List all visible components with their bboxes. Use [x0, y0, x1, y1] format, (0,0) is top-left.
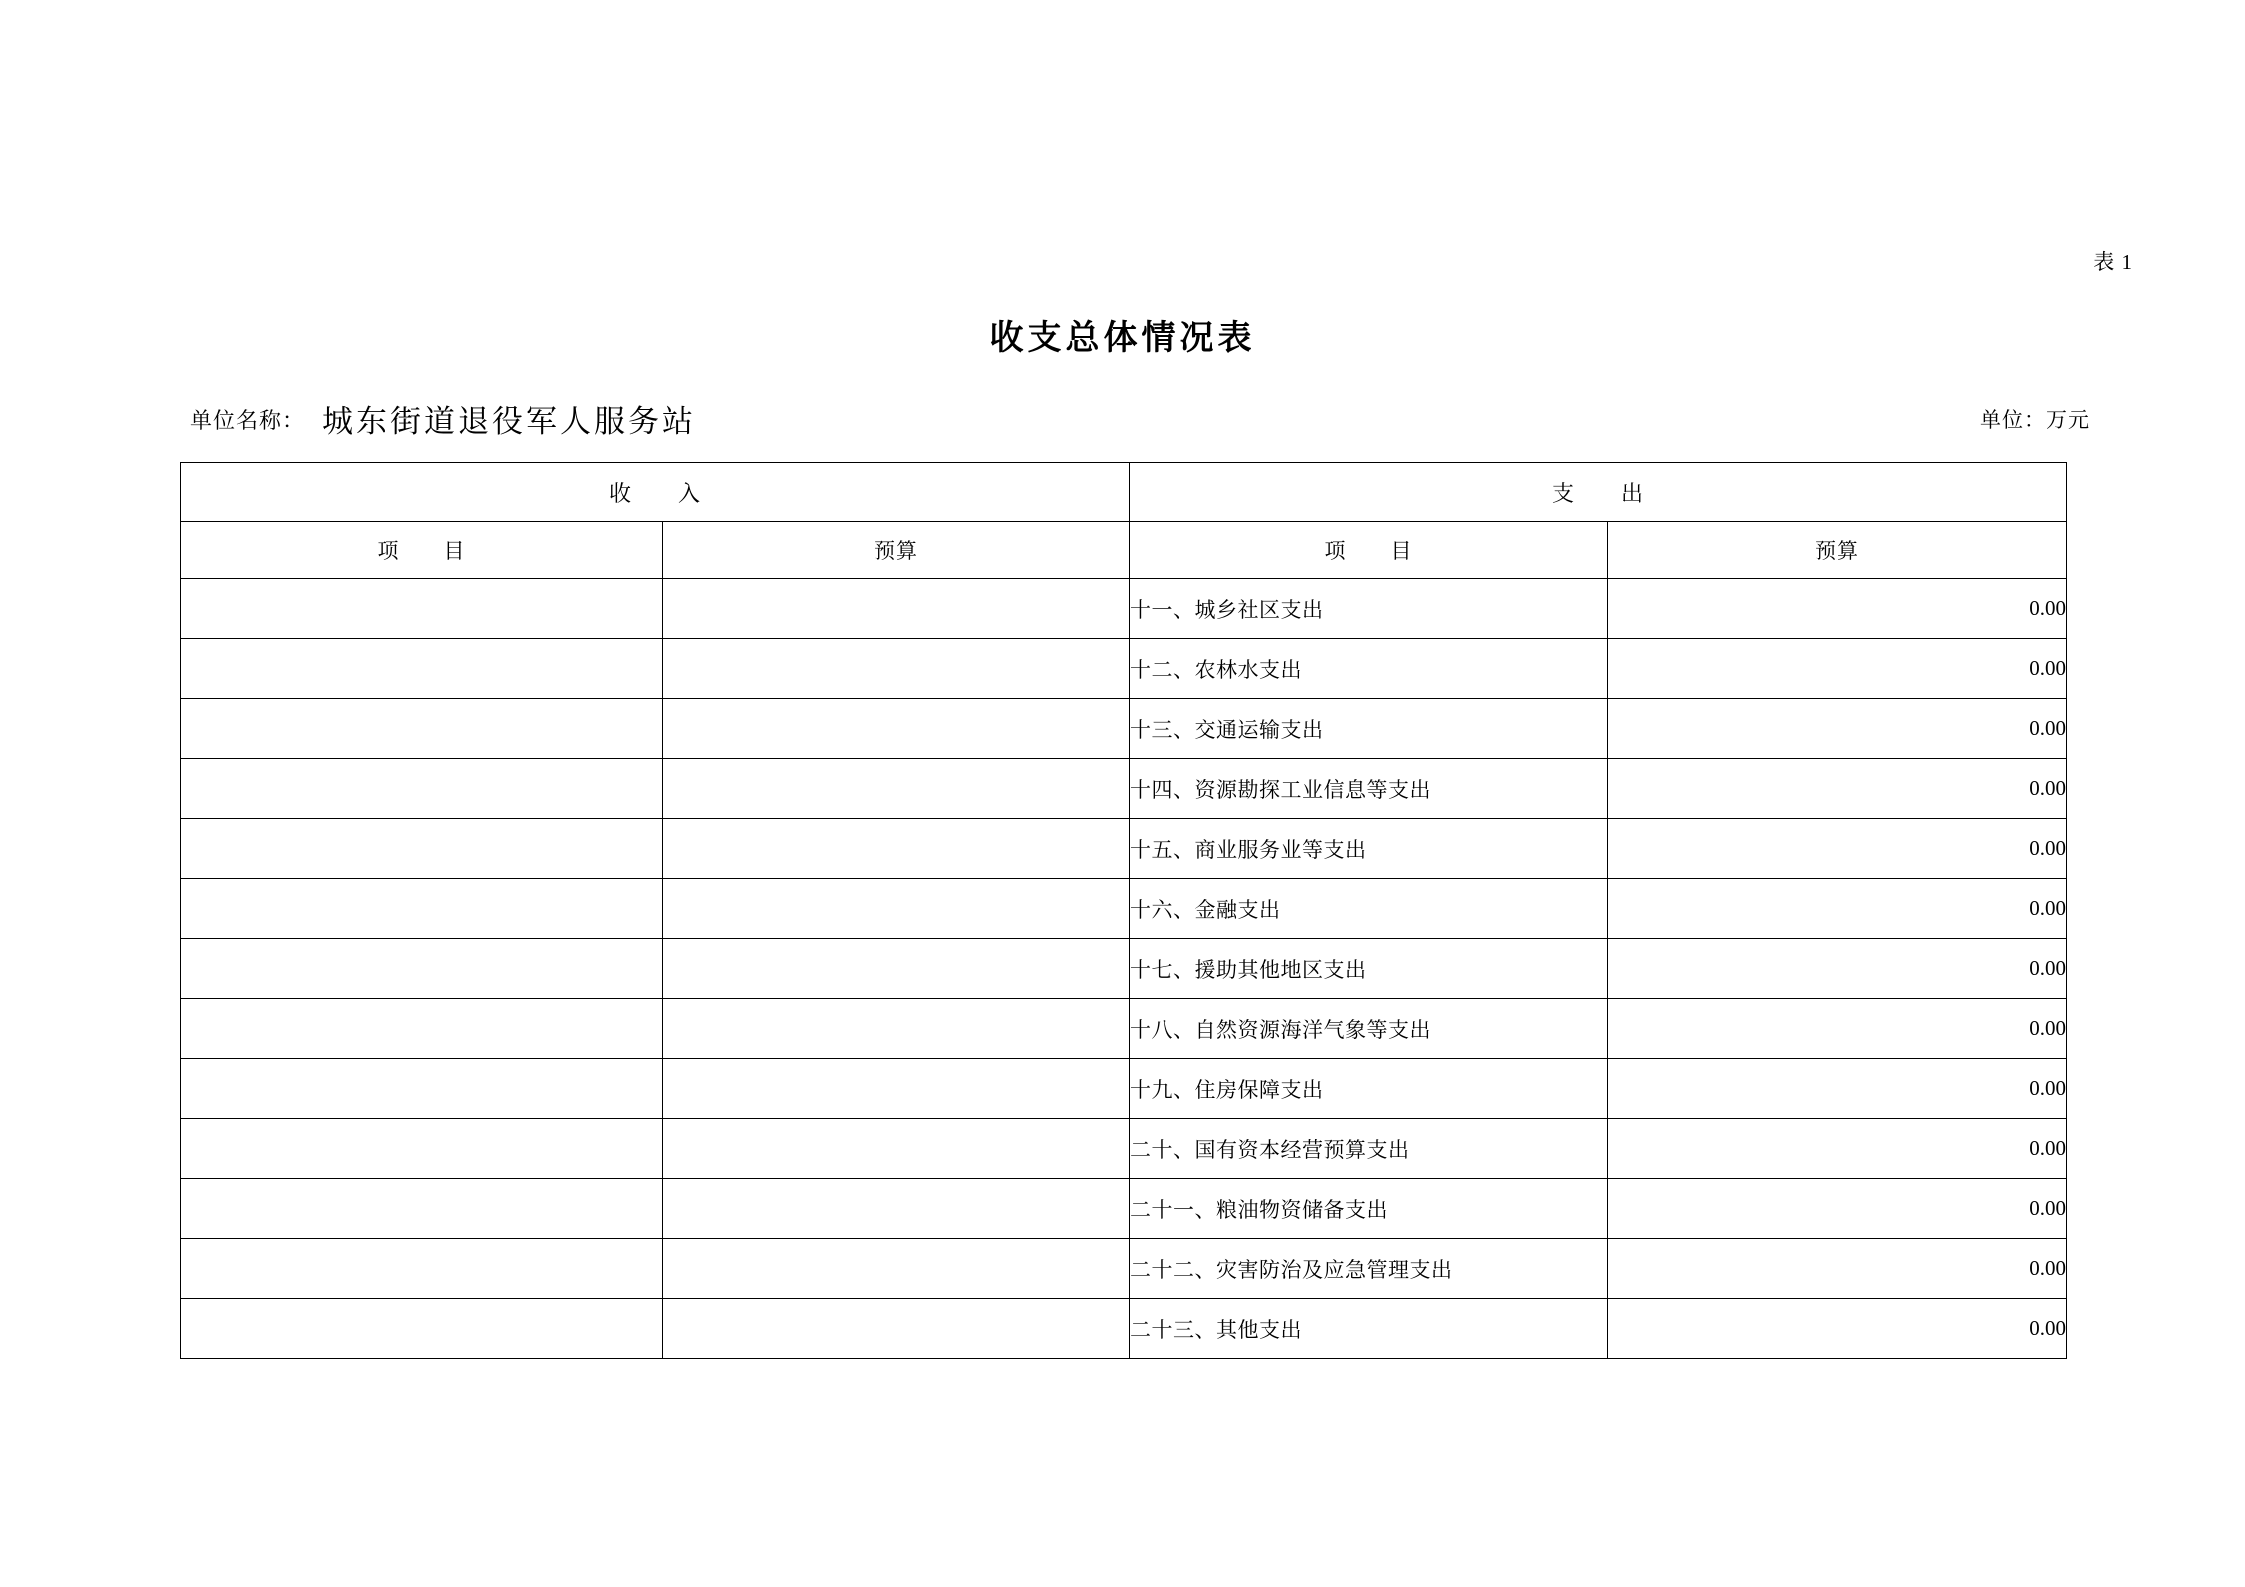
cell-income-item	[181, 639, 663, 699]
cell-expense-item: 二十三、其他支出	[1130, 1299, 1608, 1359]
cell-income-item	[181, 999, 663, 1059]
cell-expense-budget: 0.00	[1608, 759, 2067, 819]
cell-income-budget	[663, 879, 1130, 939]
cell-income-budget	[663, 1179, 1130, 1239]
unit-info-row	[190, 396, 2090, 439]
table-row	[181, 1119, 2067, 1179]
column-header-income-budget: 预算	[663, 522, 1130, 579]
cell-expense-item: 十三、交通运输支出	[1130, 699, 1608, 759]
page-title: 收支总体情况表	[989, 319, 1256, 357]
cell-income-budget	[663, 759, 1130, 819]
cell-expense-item: 二十二、灾害防治及应急管理支出	[1130, 1239, 1608, 1299]
cell-income-budget	[663, 1059, 1130, 1119]
table-row	[181, 879, 2067, 939]
table-row	[181, 1179, 2067, 1239]
cell-income-item	[181, 819, 663, 879]
cell-expense-budget: 0.00	[1608, 1059, 2067, 1119]
cell-expense-item: 十六、金融支出	[1130, 879, 1608, 939]
cell-income-item	[181, 1299, 663, 1359]
cell-income-budget	[663, 819, 1130, 879]
cell-expense-item: 二十一、粮油物资储备支出	[1130, 1179, 1608, 1239]
cell-income-item	[181, 1239, 663, 1299]
cell-income-item	[181, 879, 663, 939]
table-row	[181, 939, 2067, 999]
sheet-label: 表 1	[2093, 250, 2133, 274]
cell-income-budget	[663, 699, 1130, 759]
table-row	[181, 1239, 2067, 1299]
column-header-expense-item: 项 目	[1130, 522, 1608, 579]
cell-expense-item: 十八、自然资源海洋气象等支出	[1130, 999, 1608, 1059]
cell-expense-budget: 0.00	[1608, 819, 2067, 879]
cell-income-budget	[663, 999, 1130, 1059]
cell-income-item	[181, 759, 663, 819]
cell-expense-budget: 0.00	[1608, 999, 2067, 1059]
column-header-expense-budget: 预算	[1608, 522, 2067, 579]
cell-income-budget	[663, 579, 1130, 639]
cell-income-budget	[663, 1239, 1130, 1299]
cell-income-item	[181, 699, 663, 759]
budget-table	[180, 462, 2067, 1359]
table-row	[181, 639, 2067, 699]
cell-expense-item: 十二、农林水支出	[1130, 639, 1608, 699]
cell-expense-budget: 0.00	[1608, 939, 2067, 999]
table-group-header-row	[181, 463, 2067, 522]
table-row	[181, 999, 2067, 1059]
cell-expense-item: 十四、资源勘探工业信息等支出	[1130, 759, 1608, 819]
table-head	[181, 463, 2067, 579]
table-row	[181, 1299, 2067, 1359]
cell-income-budget	[663, 1119, 1130, 1179]
cell-expense-budget: 0.00	[1608, 1239, 2067, 1299]
table-body	[181, 579, 2067, 1359]
cell-expense-item: 十七、援助其他地区支出	[1130, 939, 1608, 999]
unit-name-label: 单位名称：	[190, 408, 306, 433]
cell-expense-budget: 0.00	[1608, 1119, 2067, 1179]
table-row	[181, 579, 2067, 639]
table-row	[181, 1059, 2067, 1119]
cell-expense-budget: 0.00	[1608, 639, 2067, 699]
table-row	[181, 819, 2067, 879]
cell-expense-budget: 0.00	[1608, 699, 2067, 759]
group-header-income: 收 入	[181, 463, 1130, 522]
table-column-header-row	[181, 522, 2067, 579]
table-row	[181, 759, 2067, 819]
cell-income-item	[181, 579, 663, 639]
cell-expense-item: 十九、住房保障支出	[1130, 1059, 1608, 1119]
column-header-income-item: 项 目	[181, 522, 663, 579]
cell-expense-budget: 0.00	[1608, 879, 2067, 939]
cell-income-budget	[663, 639, 1130, 699]
currency-label: 单位：万元	[1980, 408, 2090, 432]
cell-expense-budget: 0.00	[1608, 579, 2067, 639]
table-row	[181, 699, 2067, 759]
cell-expense-budget: 0.00	[1608, 1299, 2067, 1359]
cell-income-item	[181, 939, 663, 999]
cell-expense-item: 十一、城乡社区支出	[1130, 579, 1608, 639]
cell-income-item	[181, 1179, 663, 1239]
cell-income-item	[181, 1059, 663, 1119]
cell-expense-item: 十五、商业服务业等支出	[1130, 819, 1608, 879]
unit-name-value: 城东街道退役军人服务站	[322, 404, 696, 439]
cell-income-budget	[663, 1299, 1130, 1359]
cell-income-budget	[663, 939, 1130, 999]
cell-expense-item: 二十、国有资本经营预算支出	[1130, 1119, 1608, 1179]
group-header-expense: 支 出	[1130, 463, 2067, 522]
cell-expense-budget: 0.00	[1608, 1179, 2067, 1239]
cell-income-item	[181, 1119, 663, 1179]
